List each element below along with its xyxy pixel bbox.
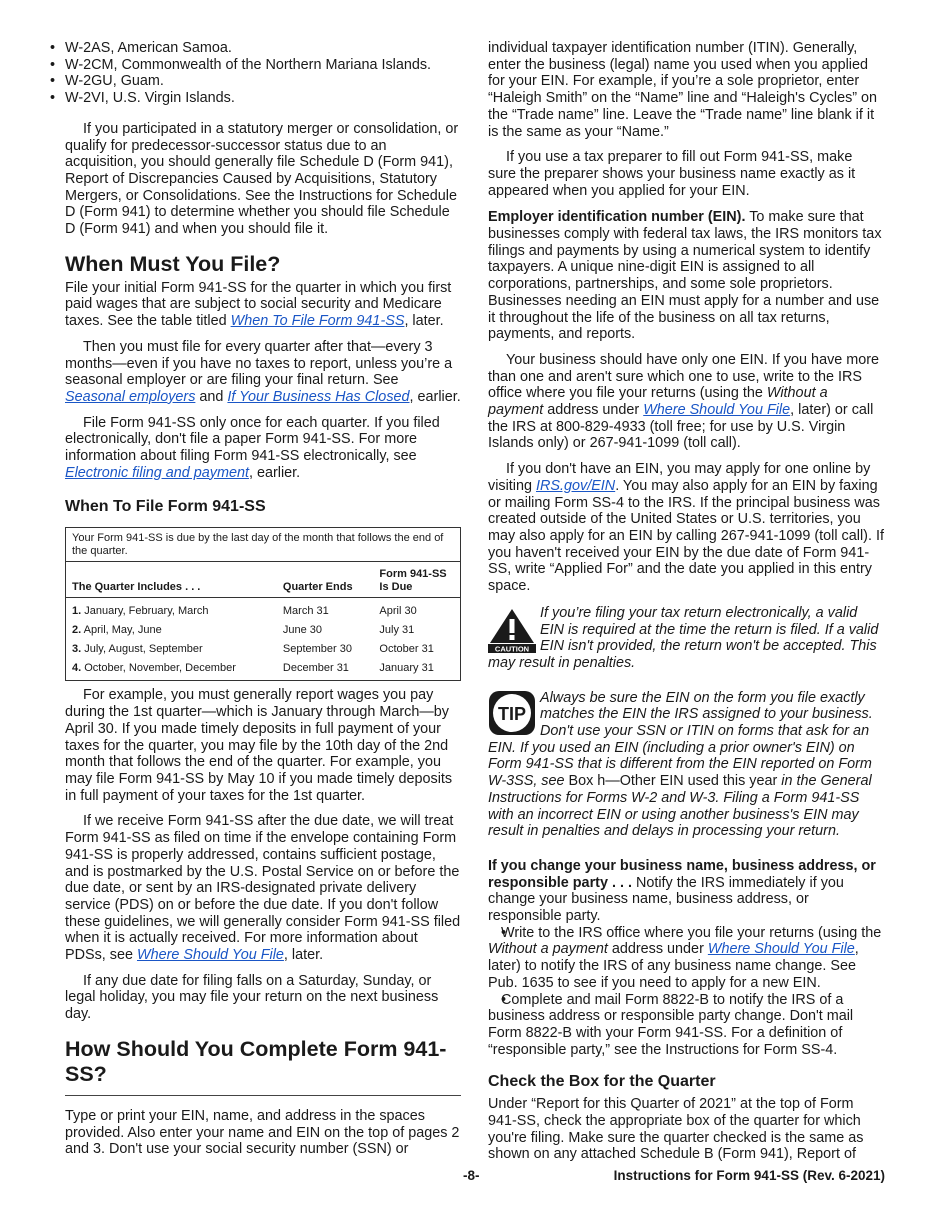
when-to-file-link[interactable]: When To File Form 941-SS bbox=[230, 313, 405, 330]
right-column bbox=[488, 40, 884, 1163]
table-row: 3. July, August, September September 30 October 31 bbox=[72, 643, 434, 656]
check-box-heading: Check the Box for the Quarter bbox=[488, 1073, 716, 1091]
when-paragraph-2: Then you must file for every quarter after that—every 3 months—even if you have no taxes to report, unless you’re a seasonal employer or are filing your final return. See Seasonal employers and If Your Business Has Closed, earlier. bbox=[65, 338, 461, 405]
table-row: 1. January, February, March March 31 April 30 bbox=[72, 605, 417, 618]
example-paragraph: For example, you must generally report wages you pay during the 1st quarter—which is January through March—by April 30. If you made timely deposits in full payment of your taxes for the quarter, you may file by the 10th day of the 2nd month that follows the end of the quarter. For example, you may file Form 941-SS by May 10 if you made timely deposits in full payment of your taxes for the 1st quarter. bbox=[65, 687, 453, 804]
column-header: The Quarter Includes . . . bbox=[72, 581, 201, 594]
where-to-file-link[interactable]: Where Should You File bbox=[707, 941, 855, 958]
table-note: Your Form 941-SS is due by the last day of the month that follows the end of the quarter. bbox=[66, 528, 460, 562]
column-header: Quarter Ends bbox=[282, 581, 353, 594]
business-closed-link[interactable]: If Your Business Has Closed bbox=[227, 388, 410, 405]
left-column bbox=[65, 40, 461, 1158]
list-item: • W-2AS, American Samoa. bbox=[50, 40, 461, 57]
caution-callout bbox=[488, 605, 884, 672]
check-box-paragraph: Under “Report for this Quarter of 2021” at the top of Form 941-SS, check the appropriate box of the quarter for which you're filing. Make sure the quarter checked is the same as shown on any attached Schedule B (Form 941), Report of bbox=[488, 1096, 864, 1163]
preparer-paragraph: If you use a tax preparer to fill out Form 941-SS, make sure the preparer shows your business name exactly as it appeared when you applied for your EIN. bbox=[488, 149, 856, 199]
where-to-file-link[interactable]: Where Should You File bbox=[643, 402, 791, 419]
no-ein-paragraph: If you don't have an EIN, you may apply for one online by visiting IRS.gov/EIN. You may also apply for an EIN by faxing or mailing Form SS-4 to the IRS. If the principal business was created outside of the United States or U.S. territories, you may also apply for an EIN by calling 267-941-1099 (toll call). If you haven't received your EIN by the due date of Form 941-SS, write “Applied For” and the date you applied in this entry space. bbox=[488, 461, 884, 595]
list-item: • W-2GU, Guam. bbox=[50, 73, 461, 90]
svg-text:CAUTION: CAUTION bbox=[494, 644, 530, 653]
list-item: • W-2CM, Commonwealth of the Northern Mariana Islands. bbox=[50, 57, 461, 74]
table-header-row bbox=[66, 562, 460, 598]
when-paragraph-1: File your initial Form 941-SS for the quarter in which you first paid wages that are subject to social security and Medicare taxes. See the table titled When To File Form 941-SS, later. bbox=[65, 279, 452, 330]
table-row: 4. October, November, December December 31 January 31 bbox=[72, 662, 434, 675]
list-item: • W-2VI, U.S. Virgin Islands. bbox=[50, 90, 461, 107]
caution-text: If you’re filing your tax return electronically, a valid EIN is required at the time the return is filed. If a valid EIN isn't provided, the return won't be accepted. This may result in penalties. bbox=[488, 604, 879, 671]
late-filing-paragraph: If we receive Form 941-SS after the due date, we will treat Form 941-SS as filed on time if the envelope containing Form 941-SS is properly addressed, contains sufficient postage, and is postmarked by the U.S. Postal Service on or before the due date, or sent by an IRS-designated private delivery service (PDS) on or before the due date. If you don't follow these guidelines, we will generally consider Form 941-SS filed when it is actually received. For more information about PDSs, see Where Should You File, later. bbox=[65, 813, 461, 964]
tip-text: Always be sure the EIN on the form you file exactly matches the EIN the IRS assigned to your business. Don't use your SSN or ITIN on forms that ask for an EIN. If you used an EIN (including a prior owner's EIN) on Form 941-SS that is different from the EIN reported on Form W-3SS, see Box h—Other EIN used this year in the General Instructions for Forms W-2 and W-3. Filing a Form 941-SS with an incorrect EIN or using another business's EIN may result in penalties and delays in processing your return. bbox=[488, 689, 873, 840]
how-paragraph: Type or print your EIN, name, and address in the spaces provided. Also enter your name and EIN on the top of pages 2 and 3. Don't use your social security number (SSN) or bbox=[65, 1107, 460, 1158]
change-paragraph: If you change your business name, business address, or responsible party . . . Notify the IRS immediately if you change your business name, business address, or responsible party. bbox=[488, 857, 876, 925]
how-heading: How Should You Complete Form 941-SS? bbox=[65, 1037, 461, 1096]
table-heading: When To File Form 941-SS bbox=[65, 498, 266, 516]
change-lead-in: If you change your business name, business address, or responsible party . . . bbox=[488, 857, 876, 891]
ein-paragraph: Employer identification number (EIN). To make sure that businesses comply with federal tax laws, the IRS monitors tax filings and payments by using a numerical system to identify taxpayers. A unique nine-digit EIN is assigned to all corporations, partnerships, and some sole proprietors. Businesses needing an EIN must apply for a number and use it throughout the life of the business on all tax returns, payments, and reports. bbox=[488, 209, 882, 343]
territory-form-list bbox=[65, 40, 461, 107]
tip-callout bbox=[488, 690, 884, 840]
tip-icon bbox=[488, 690, 536, 736]
itin-paragraph: individual taxpayer identification number (ITIN). Generally, enter the business (legal) name you used when you applied for your EIN. For example, if you’re a sole proprietor, enter “Haleigh Smith” on the “Name” line and “Haleigh's Cycles” on the “Trade name” line. Leave the “Trade name” line blank if it is the same as your “Name.” bbox=[488, 40, 878, 140]
page-number: -8- bbox=[463, 1168, 480, 1183]
form-reference: Instructions for Form 941-SS (Rev. 6-2021) bbox=[613, 1168, 885, 1183]
list-item: • Complete and mail Form 8822-B to notify the IRS of a business address or responsible party change. Don't mail Form 8822-B with your Form 941-SS. For a definition of “responsible party,” see the Instructions for Form SS-4. bbox=[488, 992, 884, 1059]
column-header: Form 941-SS Is Due bbox=[379, 568, 447, 594]
holiday-paragraph: If any due date for filing falls on a Saturday, Sunday, or legal holiday, you may file your return on the next business day. bbox=[65, 972, 439, 1023]
svg-text:TIP: TIP bbox=[497, 703, 527, 724]
where-to-file-link[interactable]: Where Should You File bbox=[136, 947, 284, 964]
change-list bbox=[488, 925, 884, 1059]
electronic-filing-link[interactable]: Electronic filing and payment bbox=[65, 464, 249, 481]
caution-icon bbox=[488, 607, 536, 653]
one-ein-paragraph: Your business should have only one EIN. If you have more than one and aren't sure which one to use, write to the IRS office where you file your returns (using the Without a payment address under Where Should You File, later) or call the IRS at 800-829-4933 (toll free; for use by U.S. Virgin Islands only) or 267-941-1099 (toll call). bbox=[488, 351, 880, 452]
table-row: 2. April, May, June June 30 July 31 bbox=[72, 624, 415, 637]
due-date-table bbox=[65, 527, 461, 681]
when-paragraph-3: File Form 941-SS only once for each quarter. If you filed electronically, don't file a paper Form 941-SS. For more information about filing Form 941-SS electronically, see Electronic filing and payment, earlier. bbox=[65, 414, 440, 481]
when-heading: When Must You File? bbox=[65, 251, 281, 276]
irs-ein-link[interactable]: IRS.gov/EIN bbox=[536, 477, 616, 494]
ein-lead-in: Employer identification number (EIN). bbox=[488, 209, 746, 226]
list-item: • Write to the IRS office where you file your returns (using the Without a payment address under Where Should You File, later) to notify the IRS of any business name change. See Pub. 1635 to see if you need to apply for a new EIN. bbox=[488, 925, 884, 992]
seasonal-employers-link[interactable]: Seasonal employers bbox=[65, 388, 196, 405]
merger-paragraph: If you participated in a statutory merger or consolidation, or qualify for predecessor-successor status due to an acquisition, you should generally file Schedule D (Form 941), Report of Discrepancies Caused by Acquisitions, Statutory Mergers, or Consolidations. See the Instructions for Schedule D (Form 941) to determine whether you should file Schedule D (Form 941) and when you should file it. bbox=[65, 120, 459, 238]
